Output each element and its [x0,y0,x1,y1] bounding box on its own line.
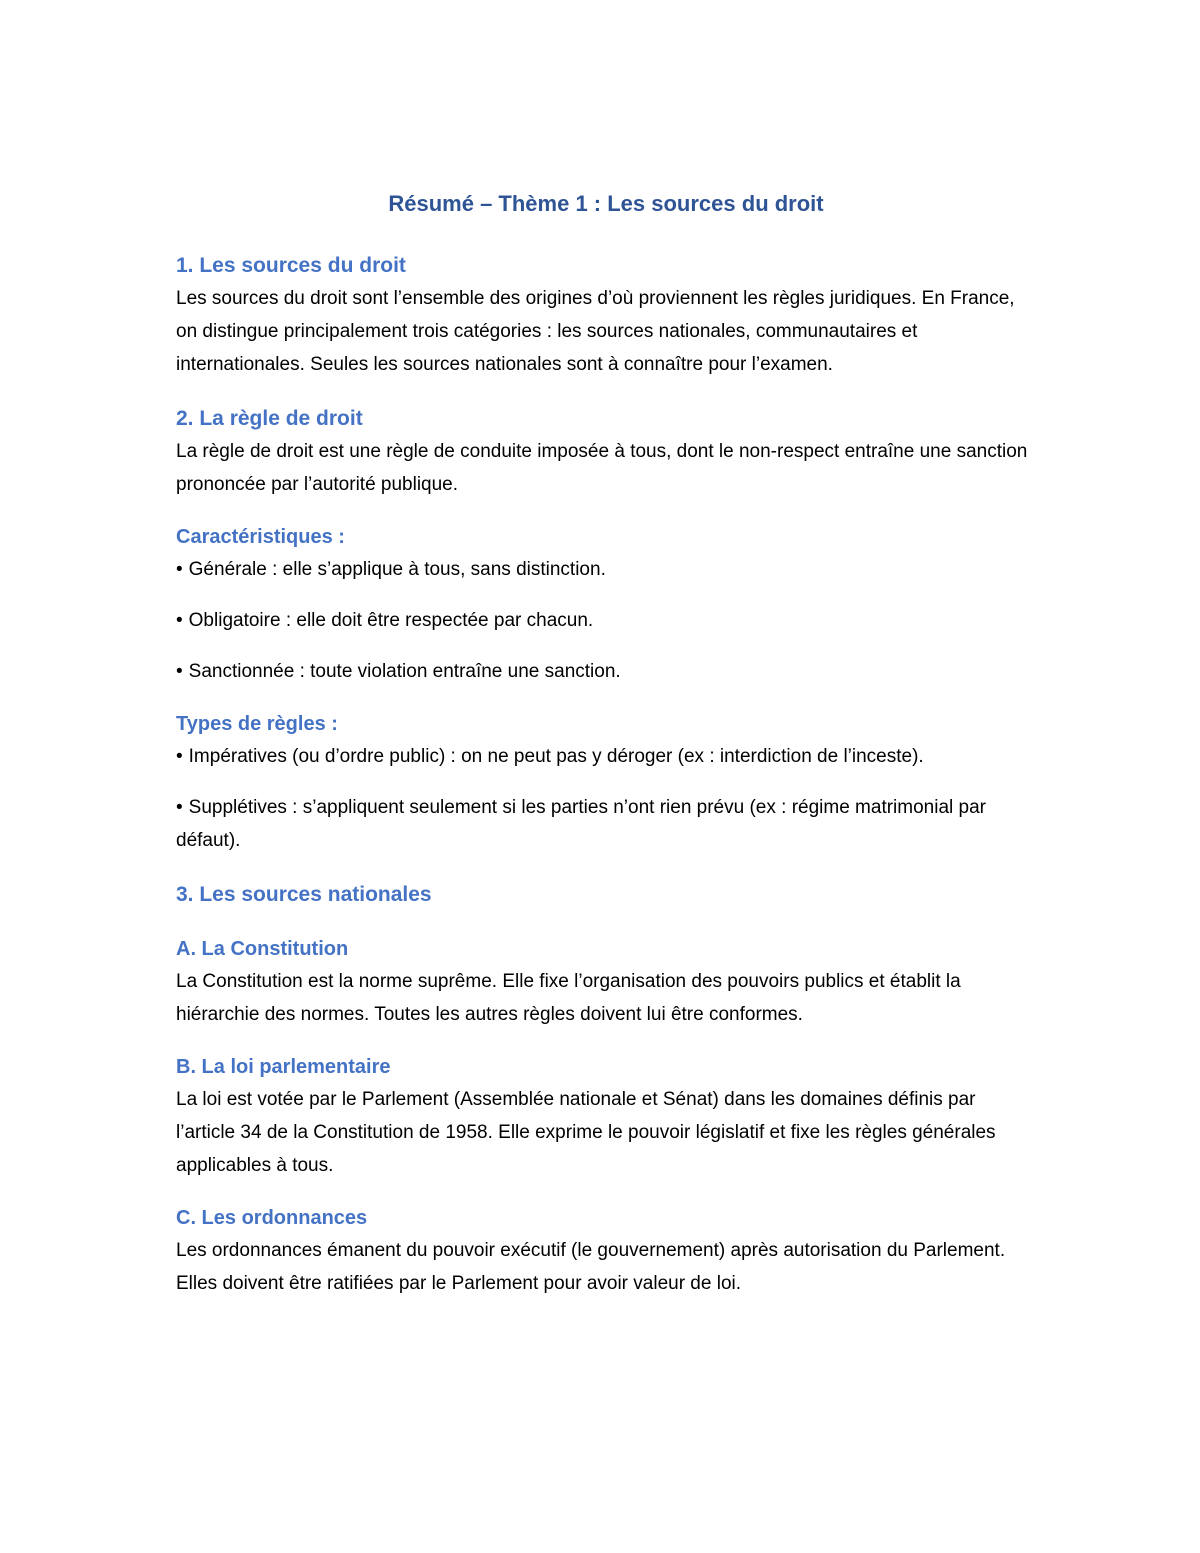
section-paragraph-sources: Les sources du droit sont l’ensemble des origines d’où proviennent les règles juridiques. En France, on distingue principalement trois catégories : les sources nationales, communautaires et internationales. Seules les sources nationales sont à connaître pour l’examen. [176,288,1015,375]
list-item: • Obligatoire : elle doit être respectée par chacun. [176,604,1036,637]
list-item: • Générale : elle s’applique à tous, sans distinction. [176,553,1036,586]
section-heading-sources: 1. Les sources du droit [176,254,406,277]
document-body [176,186,1036,1300]
paragraph-ordonnances: Les ordonnances émanent du pouvoir exécutif (le gouvernement) après autorisation du Parlement. Elles doivent être ratifiées par le Parlement pour avoir valeur de loi. [176,1240,1006,1294]
paragraph-constitution: La Constitution est la norme suprême. Elle fixe l’organisation des pouvoirs publics et établit la hiérarchie des normes. Toutes les autres règles doivent lui être conformes. [176,971,961,1025]
section-heading-nationales: 3. Les sources nationales [176,883,432,906]
subheading-loi: B. La loi parlementaire [176,1056,391,1078]
list-item: • Sanctionnée : toute violation entraîne une sanction. [176,655,1036,688]
subheading-ordonnances: C. Les ordonnances [176,1207,368,1229]
subheading-constitution: A. La Constitution [176,938,349,960]
subheading-types: Types de règles : [176,713,338,735]
subheading-caracteristiques: Caractéristiques : [176,526,345,548]
section-paragraph-regle: La règle de droit est une règle de conduite imposée à tous, dont le non-respect entraîne une sanction prononcée par l’autorité publique. [176,441,1028,495]
section-heading-regle: 2. La règle de droit [176,407,363,430]
list-item: • Supplétives : s’appliquent seulement si les parties n’ont rien prévu (ex : régime matrimonial par défaut). [176,791,1036,857]
list-item: • Impératives (ou d’ordre public) : on ne peut pas y déroger (ex : interdiction de l’inceste). [176,740,1036,773]
paragraph-loi: La loi est votée par le Parlement (Assemblée nationale et Sénat) dans les domaines définis par l’article 34 de la Constitution de 1958. Elle exprime le pouvoir législatif et fixe les règles générales applicables à tous. [176,1089,996,1176]
document-title: Résumé – Thème 1 : Les sources du droit [388,191,824,216]
